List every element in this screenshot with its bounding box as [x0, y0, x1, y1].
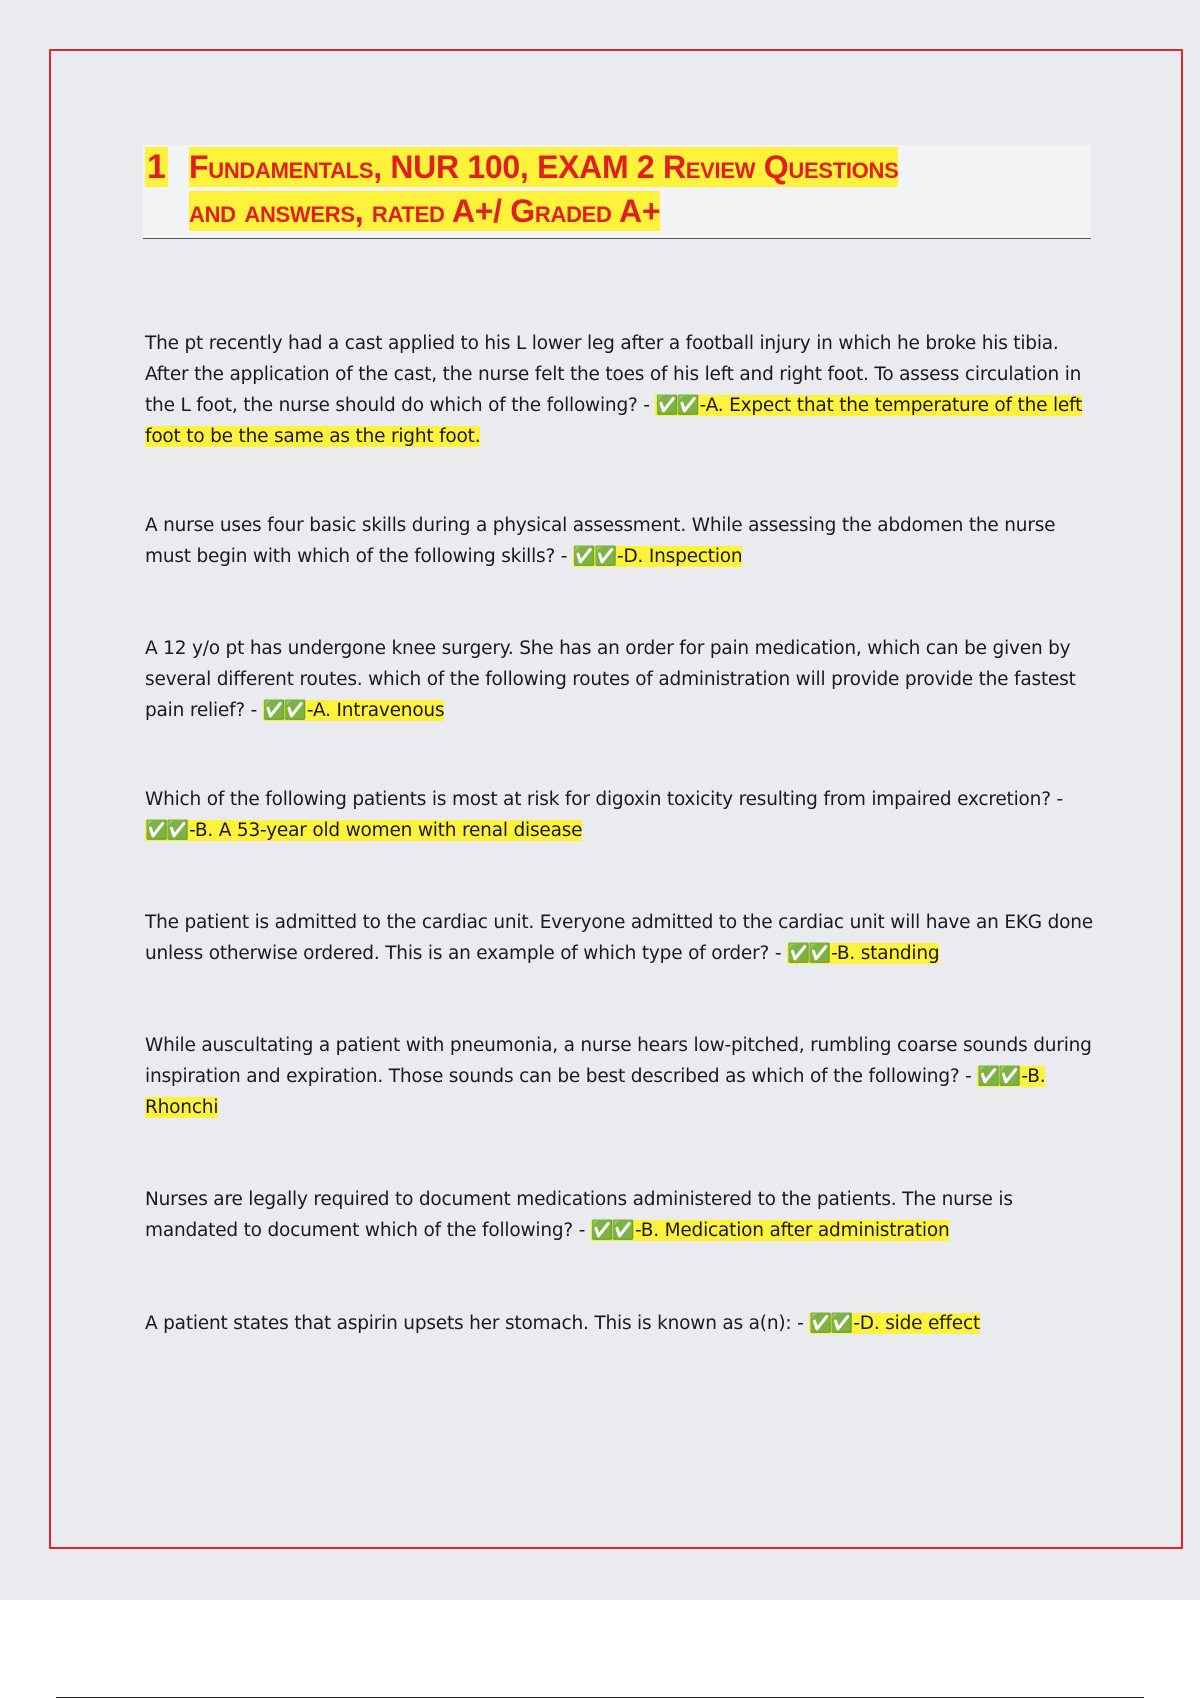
answer-highlight [145, 820, 582, 841]
next-page-rule [56, 1697, 1144, 1698]
answer-highlight [573, 546, 743, 567]
qa-item [145, 907, 1095, 969]
question-text: While auscultating a patient with pneumonia, a nurse hears low-pitched, rumbling coarse sounds during inspiration and expiration. Those sounds can be best described as which of the following? - [145, 1035, 1092, 1087]
answer-text: -B. Medication after administration [634, 1220, 950, 1241]
question-text: Which of the following patients is most at risk for digoxin toxicity resulting from impaired excretion? - [145, 789, 1063, 810]
answer-text: -A. Expect that the temperature of the left foot to be the same as the right foot. [145, 395, 1083, 447]
double-check-mark-icon: ✅✅ [977, 1066, 1020, 1087]
qa-item [145, 510, 1095, 572]
answer-text: -B. A 53-year old women with renal disease [189, 820, 583, 841]
heading-title-line-2: and answers, rated A+/ Graded A+ [189, 193, 661, 229]
answer-text: -A. Intravenous [306, 700, 445, 721]
answer-highlight [809, 1313, 980, 1334]
question-text: A patient states that aspirin upsets her stomach. This is known as a(n): - [145, 1313, 810, 1334]
double-check-mark-icon: ✅✅ [786, 943, 830, 964]
answer-text: -B. Rhonchi [145, 1066, 1046, 1118]
heading-number: 1 [147, 148, 166, 186]
answer-text: -D. side effect [853, 1313, 980, 1334]
document-heading [143, 145, 1091, 239]
question-text: Nurses are legally required to document medications administered to the patients. The nurse is mandated to document which of the following? - [145, 1189, 1013, 1241]
qa-item [145, 633, 1095, 726]
answer-highlight [263, 700, 445, 721]
qa-item [145, 1184, 1095, 1246]
qa-item [145, 328, 1095, 452]
double-check-mark-icon: ✅✅ [590, 1220, 633, 1241]
double-check-mark-icon: ✅✅ [145, 820, 188, 841]
qa-item [145, 1308, 1095, 1339]
question-text: A nurse uses four basic skills during a physical assessment. While assessing the abdomen the nurse must begin with which of the following skills? - [145, 515, 1056, 567]
double-check-mark-icon: ✅✅ [655, 395, 698, 416]
double-check-mark-icon: ✅✅ [809, 1313, 852, 1334]
question-text: A 12 y/o pt has undergone knee surgery. She has an order for pain medication, which can be given by several different routes. which of the following routes of administration will provide provide the fastest pain relief? - [145, 638, 1076, 721]
heading-title-line-1: Fundamentals, NUR 100, EXAM 2 Review Questions [189, 149, 899, 185]
double-check-mark-icon: ✅✅ [572, 546, 615, 567]
answer-highlight [787, 943, 939, 964]
answer-text: -D. Inspection [616, 546, 743, 567]
question-text: The pt recently had a cast applied to his L lower leg after a football injury in which he broke his tibia. After the application of the cast, the nurse felt the toes of his left and right foot. To assess circulation in the L foot, the nurse should do which of the following? - [145, 333, 1082, 416]
double-check-mark-icon: ✅✅ [262, 700, 305, 721]
qa-item [145, 1030, 1095, 1123]
answer-text: -B. standing [831, 943, 940, 964]
question-text: The patient is admitted to the cardiac unit. Everyone admitted to the cardiac unit will have an EKG done unless otherwise ordered. This is an example of which type of order? - [145, 912, 1093, 964]
answer-highlight [591, 1220, 950, 1241]
qa-item [145, 784, 1095, 846]
